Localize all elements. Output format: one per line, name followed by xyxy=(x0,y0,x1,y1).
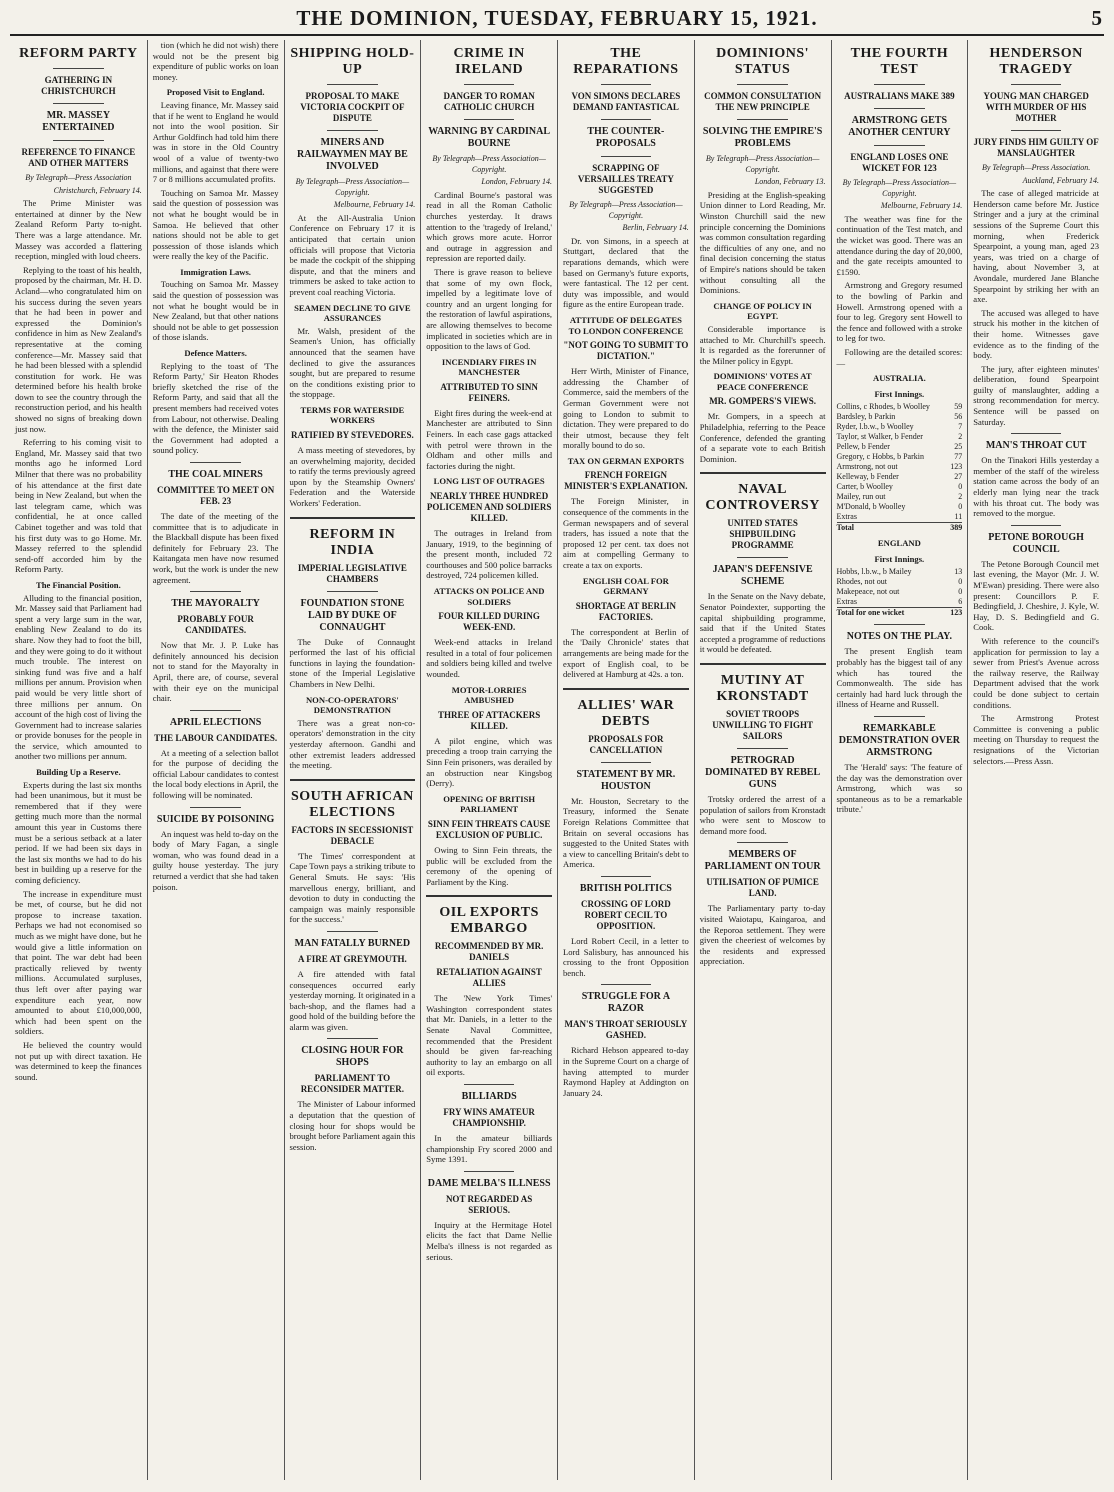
rule xyxy=(464,1171,514,1172)
subheadline: JAPAN'S DEFENSIVE SCHEME xyxy=(712,564,813,588)
runs: 2 xyxy=(958,492,963,502)
scorecard-row xyxy=(837,587,963,597)
subheadline: NOT REGARDED AS SERIOUS. xyxy=(445,1193,533,1215)
paragraph: In the amateur billiards championship Fry scored 2000 and Syme 1391. xyxy=(426,1133,552,1165)
rule xyxy=(737,119,787,120)
section-heading: NON-CO-OPERATORS' DEMONSTRATION xyxy=(305,694,399,716)
paragraph: Leaving finance, Mr. Massey said that if he went to England he would not into the wool position. Sir Arthur Goldfinch had told him there was in store in the Old Country wool of a value of twenty-two millions, and against that there were 7 or 8 millions accumulated profits. xyxy=(152,99,279,185)
scorecard-total-label: Total for one wicket xyxy=(837,608,945,619)
subheadline: IMPERIAL LEGISLATIVE CHAMBERS xyxy=(297,562,407,584)
section-heading: DOMINIONS' VOTES AT PEACE CONFERENCE xyxy=(713,371,812,392)
rule xyxy=(1011,433,1061,434)
scorecard-row xyxy=(837,502,963,512)
headline: PETONE BOROUGH COUNCIL xyxy=(988,531,1084,555)
subheadline: PARLIAMENT TO RECONSIDER MATTER. xyxy=(300,1073,405,1095)
runs: 77 xyxy=(954,452,963,462)
runs: 6 xyxy=(958,597,963,607)
rule xyxy=(53,140,104,141)
rule xyxy=(700,472,826,474)
headline: THE COAL MINERS xyxy=(168,468,263,480)
rule xyxy=(190,710,240,711)
scorecard-total-row xyxy=(837,523,963,534)
paragraph: Inquiry at the Hermitage Hotel elicits the fact that Dame Nellie Melba's illness is not regarded as serious. xyxy=(426,1219,552,1262)
headline: SUICIDE BY POISONING xyxy=(156,813,275,825)
runs: 11 xyxy=(954,512,963,522)
rule xyxy=(327,591,377,592)
headline: NOTES ON THE PLAY. xyxy=(846,631,952,643)
paragraph: The increase in expenditure must be met, of course, but he did not propose to increase taxation. Perhaps we had not economised so much as we might have done, but he would give a little information on that point. The war debt had been practically relieved by twenty millions. Accumulated surpluses, thus left over after paying war expenditure each year, now amounted to about £10,000,000, which had been spent on the soldiers. xyxy=(15,888,142,1037)
dateline: London, February 13. xyxy=(754,177,826,187)
scorecard-total-label: Total xyxy=(837,523,948,534)
rule xyxy=(601,762,651,763)
subheadline: MAN'S THROAT SERIOUSLY GASHED. xyxy=(564,1019,688,1041)
paragraph: A mass meeting of stevedores, by an overwhelming majority, decided to ratify the terms previously agreed upon by the Steamship Owners' Federation and the Waterside Workers' Federation. xyxy=(289,445,416,509)
batsman: Collins, c Rhodes, b Woolley xyxy=(836,402,930,412)
rule xyxy=(700,663,826,665)
subheadline: RATIFIED BY STEVEDORES. xyxy=(290,430,414,441)
batsman: M'Donald, b Woolley xyxy=(836,502,906,512)
section-heading: SEAMEN DECLINE TO GIVE ASSURANCES xyxy=(294,302,411,324)
page-number: 5 xyxy=(1091,6,1102,30)
paragraph: He believed the country would not put up with direct taxation. He was determined to keep the finances sound. xyxy=(15,1039,142,1082)
runs: 0 xyxy=(958,502,963,512)
rule xyxy=(464,84,514,85)
subheadline: MINERS AND RAILWAYMEN MAY BE INVOLVED xyxy=(296,137,408,172)
column-7 xyxy=(831,40,968,1480)
subheadline: FRENCH FOREIGN MINISTER'S EXPLANATION. xyxy=(564,470,688,492)
batsman: Bardsley, b Parkin xyxy=(836,412,896,422)
paragraph: In the Senate on the Navy debate, Senator Poindexter, supporting the capital shipbuilding programme, said that if the United States accepted a programme of reductions it would be defeated. xyxy=(699,591,826,655)
paragraph: Alluding to the financial position, Mr. Massey said that Parliament had spent a very large sum in the war, enabling New Zealand to do its share. Now they had to foot the bill, and they were going to do it without much trouble. The interest on sinking fund was five and a half millions per annum. Provision when paid would be very little short of three millions per annum. On account of the high cost of living the Government had to increase salaries or provide bonuses for the people in the service, which amounted to another two millions per annum. xyxy=(15,592,142,762)
section-heading: INCENDIARY FIRES IN MANCHESTER xyxy=(441,356,537,378)
headline: REMARKABLE DEMONSTRATION OVER ARMSTRONG xyxy=(838,723,960,759)
subheadline: SINN FEIN THREATS CAUSE EXCLUSION OF PUBLIC. xyxy=(427,818,551,840)
dateline: Christchurch, February 14. xyxy=(53,185,142,195)
section-heading: The Financial Position. xyxy=(35,579,121,590)
rule xyxy=(737,748,787,749)
batsman: Extras xyxy=(836,512,857,522)
batsman: Gregory, c Hobbs, b Parkin xyxy=(836,452,924,462)
scorecard-row xyxy=(837,442,963,452)
dateline: Berlin, February 14. xyxy=(622,223,689,233)
headline: SOUTH AFRICAN ELECTIONS xyxy=(290,788,414,820)
masthead xyxy=(10,0,1104,36)
section-heading: AUSTRALIA. xyxy=(872,373,926,384)
rule xyxy=(290,779,416,781)
batsman: Ryder, l.b.w., b Woolley xyxy=(836,422,914,432)
scorecard-row xyxy=(837,412,963,422)
runs: 56 xyxy=(954,412,963,422)
runs: 7 xyxy=(958,422,963,432)
subheadline: SOLVING THE EMPIRE'S PROBLEMS xyxy=(702,126,823,149)
column-3 xyxy=(284,40,421,1480)
paragraph: The Petone Borough Council met last evening, the Mayor (Mr. J. W. M'Ewan) presiding. There were also present: Councillors P. F. Bedingfield, J. Cheshire, J. Kyle, W. Hay, D. S. Bedingfield and G. Cook. xyxy=(973,558,1099,633)
subheadline: MR. MASSEY ENTERTAINED xyxy=(42,110,115,133)
column-5 xyxy=(557,40,694,1480)
scorecard-row xyxy=(837,432,963,442)
headline: REFORM IN INDIA xyxy=(309,526,396,558)
headline: STRUGGLE FOR A RAZOR xyxy=(581,991,671,1015)
paragraph: The correspondent at Berlin of the 'Daily Chronicle' states that arrangements are being made for the export of English coal, to be delivered at Hamburg at 42s. a ton. xyxy=(563,626,689,680)
subheadline: JURY FINDS HIM GUILTY OF MANSLAUGHTER xyxy=(973,137,1099,158)
paragraph: Referring to his coming visit to England, Mr. Massey said that two months ago he informed Lord Milner that there was no probability of his attendance at the first date being in New Zealand, but when the last telegram came, which was confidential, he at once called Cabinet together and was told that his first duty was to go Home. Mr. Massey referred to the splendid send-off accorded him by the Reform Party. xyxy=(15,437,142,575)
section-heading: Proposed Visit to England. xyxy=(166,87,265,98)
paragraph: 'The Times' correspondent at Cape Town pays a striking tribute to General Smuts. He says: 'His marvellous energy, brilliant, and devotion to duty in conducting the campaign was mainly responsible for the success.' xyxy=(289,850,416,925)
rule xyxy=(601,984,651,985)
rule xyxy=(737,84,787,85)
scorecard-row xyxy=(837,492,963,502)
masthead-title: THE DOMINION, TUESDAY, FEBRUARY 15, 1921. xyxy=(296,6,818,30)
headline: SHIPPING HOLD-UP xyxy=(290,46,415,77)
paragraph: The weather was fine for the continuation of the Test match, and the wicket was good. There was an attendance during the day of 20,000, and the gate receipts amounted to £1590. xyxy=(836,213,963,277)
paragraph: Now that Mr. J. P. Luke has definitely announced his decision not to stand for the Mayoralty in April, there are, of course, several with their eye on the municipal chair. xyxy=(152,640,279,704)
rule xyxy=(464,1084,514,1085)
dateline: Melbourne, February 14. xyxy=(333,200,416,210)
subheadline: PROPOSAL TO MAKE VICTORIA COCKPIT OF DISPUTE xyxy=(300,91,405,123)
paragraph: Replying to the toast of 'The Reform Party,' Sir Heaton Rhodes briefly sketched the rise of the Reform Party, and said that all the present members had received votes from Labour, not otherwise. Dealing with the defence, the Minister said the Government had adopted a sound policy. xyxy=(152,360,279,456)
subheadline: UNITED STATES SHIPBUILDING PROGRAMME xyxy=(727,518,798,551)
section-heading: ATTITUDE OF DELEGATES TO LONDON CONFERENCE xyxy=(568,314,684,336)
batsman: Hobbs, l.b.w., b Mailey xyxy=(836,567,912,577)
rule xyxy=(190,591,240,592)
section-heading: LONG LIST OF OUTRAGES xyxy=(433,476,545,487)
scorecard-row xyxy=(837,567,963,577)
byline: By Telegraph—Press Association. xyxy=(981,163,1091,172)
paragraph: The date of the meeting of the committee that is to adjudicate in the Blackball dispute has been fixed definitely for February 23. The Kaitangata men have now resumed work, but the work is under the new agreement. xyxy=(152,510,279,585)
rule xyxy=(563,688,689,690)
batsman: Carter, b Woolley xyxy=(836,482,893,492)
subheadline: NEARLY THREE HUNDRED POLICEMEN AND SOLDIERS KILLED. xyxy=(426,491,552,524)
section-heading: ENGLISH COAL FOR GERMANY xyxy=(582,575,669,597)
paragraph: There is grave reason to believe that some of my own flock, impelled by a legitimate love of country and an urgent longing for the restoration of lawful aspirations, are allowing themselves to become implicated in societies which are in opposition to the laws of God. xyxy=(426,266,552,352)
subheadline: "NOT GOING TO SUBMIT TO DICTATION." xyxy=(563,340,689,362)
paragraph: Week-end attacks in Ireland resulted in a total of four policemen and soldiers being killed and twelve wounded. xyxy=(426,637,552,679)
section-heading: TERMS FOR WATERSIDE WORKERS xyxy=(300,404,405,426)
subheadline: STATEMENT BY MR. HOUSTON xyxy=(576,768,676,792)
headline: APRIL ELECTIONS xyxy=(169,716,262,728)
section-heading: OPENING OF BRITISH PARLIAMENT xyxy=(443,793,536,815)
rule xyxy=(1011,84,1061,85)
subheadline: UTILISATION OF PUMICE LAND. xyxy=(706,877,819,899)
batsman: Armstrong, not out xyxy=(836,462,898,472)
section-heading: CHANGE OF POLICY IN EGYPT. xyxy=(713,300,812,322)
paragraph: Herr Wirth, Minister of Finance, addressing the Chamber of Commerce, said the members of the German Government were not going to London to submit to dictation. They were prepared to do their utmost, because they felt morally bound to do so. xyxy=(563,366,689,451)
subheadline: PETROGRAD DOMINATED BY REBEL GUNS xyxy=(705,755,821,790)
headline: CLOSING HOUR FOR SHOPS xyxy=(301,1045,404,1069)
subheadline: THE COUNTER-PROPOSALS xyxy=(587,126,665,149)
paragraph: Considerable importance is attached to Mr. Churchill's speech. It is regarded as the forerunner of the Milner policy in Egypt. xyxy=(699,323,826,366)
section-heading: TAX ON GERMAN EXPORTS xyxy=(567,455,685,466)
batsman: Makepeace, not out xyxy=(836,587,900,597)
headline: MAN FATALLY BURNED xyxy=(294,937,411,949)
paragraph: Armstrong and Gregory resumed to the bowling of Parkin and Howell. Armstrong opened with a four to leg. Gregory sent Howell to the fence and followed with a stroke to leg for two. xyxy=(836,280,963,344)
australia-scorecard xyxy=(837,402,963,533)
subheadline: COMMON CONSULTATION THE NEW PRINCIPLE xyxy=(704,91,822,112)
paragraph: On the Tinakori Hills yesterday a member of the staff of the wireless station came across the body of an elderly man lying near the track with his throat cut. The body was removed to the morgue. xyxy=(973,455,1099,519)
headline: BRITISH POLITICS xyxy=(579,882,672,894)
subheadline: RECOMMENDED BY MR. DANIELS xyxy=(434,941,544,963)
subheadline: RETALIATION AGAINST ALLIES xyxy=(436,967,542,989)
byline: By Telegraph—Press Association—Copyright. xyxy=(705,154,820,174)
subheadline: COMMITTEE TO MEET ON FEB. 23 xyxy=(156,484,275,506)
paragraph: The 'New York Times' Washington correspondent states that Mr. Daniels, in a letter to the Senate Naval Committee, recommended that the President should be given far-reaching authority to lay an embargo on all oil exports. xyxy=(426,993,552,1078)
section-heading: First Innings. xyxy=(874,388,925,399)
byline: By Telegraph—Press Association—Copyright. xyxy=(842,178,957,198)
subheadline: FOUR KILLED DURING WEEK-END. xyxy=(438,611,540,633)
subheadline: THE LABOUR CANDIDATES. xyxy=(154,732,278,743)
paragraph: Eight fires during the week-end at Manchester are attributed to Sinn Feiners. In each case gags attacked with petrol were thrown in the Oldham and other mills and factories during the night. xyxy=(426,407,552,471)
batsman: Rhodes, not out xyxy=(836,577,887,587)
paragraph: At a meeting of a selection ballot for the purpose of deciding the official Labour candidates to contest the local body elections in April, the following will be nominated. xyxy=(152,747,279,801)
subheadline: CROSSING OF LORD ROBERT CECIL TO OPPOSITION. xyxy=(581,898,671,931)
paragraph: At the All-Australia Union Conference on February 17 it is anticipated that certain union officials will propose that Victoria be made the cockpit of the shipping dispute, and that the miners and trimmers be asked to take action to prevent coal reaching Victoria. xyxy=(289,212,416,297)
scorecard-row xyxy=(837,597,963,608)
paragraph: The Duke of Connaught performed the last of his official functions in laying the foundation-stone of the Imperial Legislative Chambers in New Delhi. xyxy=(289,636,416,689)
rule xyxy=(874,108,924,109)
headline: MEMBERS OF PARLIAMENT ON TOUR xyxy=(704,849,821,873)
headline: CRIME IN IRELAND xyxy=(453,46,525,77)
subheadline: WARNING BY CARDINAL BOURNE xyxy=(428,126,551,149)
paragraph: The Foreign Minister, in consequence of the comments in the German newspapers and of several traders, has issued a note that the proposed 12 per cent. tax does not aim at compelling Germany to create a tax on exports. xyxy=(563,496,689,571)
rule xyxy=(190,462,240,463)
scorecard-row xyxy=(837,482,963,492)
subheadline: REFERENCE TO FINANCE AND OTHER MATTERS xyxy=(21,147,136,168)
runs: 27 xyxy=(954,472,963,482)
rule xyxy=(601,876,651,877)
rule xyxy=(1011,130,1061,131)
paragraph: Replying to the toast of his health, proposed by the chairman, Mr. H. D. Acland—who congratulated him on his success during the seven years that he had been in power and expressed the Dominion's confidence in him as New Zealand's representative at the coming conference—Mr. Massey said that he had been blessed with a splendid constitution for work. He was determined before his health broke down to see the country through the reconstruction period, and his health showed no signs of breaking down just now. xyxy=(15,264,142,434)
batsman: Taylor, st Walker, b Fender xyxy=(836,432,923,442)
runs: 0 xyxy=(958,482,963,492)
headline: OIL EXPORTS EMBARGO xyxy=(439,905,539,937)
paragraph: Presiding at the English-speaking Union dinner to Lord Reading, Mr. Winston Churchill said the new principle concerning the Dominions was common consultation regarding the difficulties of any one, and no final decision concerning the status of Empire's nations should be taken without consulting all the Dominions. xyxy=(699,189,826,296)
rule xyxy=(601,119,651,120)
rule xyxy=(737,557,787,558)
dateline: Melbourne, February 14. xyxy=(880,201,963,211)
paragraph: Owing to Sinn Fein threats, the public will be excluded from the ceremony of the opening of Parliament by the King. xyxy=(426,844,552,887)
scorecard-row xyxy=(837,577,963,587)
headline: ALLIES' WAR DEBTS xyxy=(577,697,675,729)
paragraph: Touching on Samoa Mr. Massey said the question of possession was not what he bought would be in Samoa. He believed that other nations should not be able to get possession of those islands which were really the key of the Pacific. xyxy=(152,187,279,262)
batsman: Pellew, b Fender xyxy=(836,442,890,452)
paragraph: Mr. Gompers, in a speech at Philadelphia, referring to the Peace Conference, defended the granting of a separate vote to each British Dominion. xyxy=(699,411,826,464)
rule xyxy=(874,84,924,85)
section-heading: Building Up a Reserve. xyxy=(36,767,121,778)
subheadline: SHORTAGE AT BERLIN FACTORIES. xyxy=(575,600,676,622)
paragraph: There was a great non-co-operators' demonstration in the city yesterday afternoon. Gandhi and other extremist leaders addressed the meeting. xyxy=(289,717,416,771)
scorecard-total-value: 123 xyxy=(945,608,962,619)
subheadline: GATHERING IN CHRISTCHURCH xyxy=(41,75,116,96)
headline: NAVAL CONTROVERSY xyxy=(705,482,820,514)
dateline: London, February 14. xyxy=(481,177,552,187)
runs: 25 xyxy=(954,442,963,452)
paragraph: tion (which he did not wish) there would not be the present big expenditure of public works on loan money. xyxy=(152,40,279,82)
runs: 2 xyxy=(958,432,963,442)
subheadline: FACTORS IN SECESSIONIST DEBACLE xyxy=(291,824,414,846)
paragraph: The present English team probably has the biggest tail of any which has toured the Commonwealth. The side has certainly had hard luck through the illness of Hearne and Russell. xyxy=(836,646,963,710)
scorecard-total-row xyxy=(837,608,963,619)
subheadline: VON SIMONS DECLARES DEMAND FANTASTICAL xyxy=(571,91,681,112)
paragraph: Trotsky ordered the arrest of a population of sailors from Kronstadt who were sent to Moscow to demand more food. xyxy=(699,794,826,836)
rule xyxy=(327,84,377,85)
rule xyxy=(190,807,240,808)
batsman: Extras xyxy=(836,597,857,607)
rule xyxy=(874,716,924,717)
rule xyxy=(737,842,787,843)
scorecard-row xyxy=(837,452,963,462)
paragraph: A fire attended with fatal consequences occurred early yesterday morning. It originated in a bach-shop, and the flames had a good hold of the building before the alarm was given. xyxy=(289,968,416,1032)
paragraph: The jury, after eighteen minutes' deliberation, found Spearpoint guilty of manslaughter, adding a strong recommendation for mercy. Sentence will be passed on Saturday. xyxy=(973,363,1099,427)
subheadline: ENGLAND LOSES ONE WICKET FOR 123 xyxy=(850,152,949,173)
rule xyxy=(53,103,104,104)
paragraph: The 'Herald' says: 'The feature of the day was the demonstration over Armstrong, which was so spontaneous as to be a remarkable tribute.' xyxy=(836,762,963,815)
subheadline: AUSTRALIANS MAKE 389 xyxy=(844,91,955,101)
runs: 59 xyxy=(954,402,963,412)
paragraph: The outrages in Ireland from January, 1919, to the beginning of the present month, included 72 courthouses and 500 police barracks destroyed, 724 policemen killed. xyxy=(426,528,552,581)
headline: THE FOURTH TEST xyxy=(850,46,949,77)
dateline: Auckland, February 14. xyxy=(1022,175,1099,185)
subheadline: MR. GOMPERS'S VIEWS. xyxy=(709,396,817,407)
byline: By Telegraph—Press Association—Copyright. xyxy=(295,177,410,197)
subheadline: PROBABLY FOUR CANDIDATES. xyxy=(177,614,254,636)
column-2 xyxy=(147,40,284,1480)
paragraph: The Armstrong Protest Committee is convening a public meeting on Thursday to request the resignations of the Victorian selectors.—Press Assn. xyxy=(973,713,1099,766)
rule xyxy=(53,68,104,69)
subheadline: FRY WINS AMATEUR CHAMPIONSHIP. xyxy=(443,1107,535,1129)
paragraph: Touching on Samoa Mr. Massey said the question of possession was not what he bought would be in New Zealand, but that other nations should not be able to get possession of those islands. xyxy=(152,279,279,343)
byline: By Telegraph—Press Association—Copyright. xyxy=(569,200,683,220)
rule xyxy=(327,130,377,131)
subheadline: SCRAPPING OF VERSAILLES TREATY SUGGESTED xyxy=(577,163,674,195)
headline: DOMINIONS' STATUS xyxy=(716,46,810,77)
headline: HENDERSON TRAGEDY xyxy=(989,46,1083,77)
section-heading: ATTACKS ON POLICE AND SOLDIERS xyxy=(433,586,545,607)
byline: By Telegraph—Press Association xyxy=(25,173,132,182)
columns xyxy=(10,40,1104,1480)
scorecard-row xyxy=(837,402,963,412)
runs: 0 xyxy=(958,577,963,587)
rule xyxy=(426,895,552,897)
paragraph: Mr. Walsh, president of the Seamen's Union, has officially announced that the seamen have declined to give the assurances sought, but are prepared to resume on the conditions existing prior to the stoppage. xyxy=(289,325,416,400)
section-heading: Defence Matters. xyxy=(184,348,247,359)
paragraph: Cardinal Bourne's pastoral was read in all the Roman Catholic churches yesterday. It draws attention to the 'tragedy of Ireland,' which grows more acute. Horror and outrage in aggression and repression are reported daily. xyxy=(426,189,552,264)
column-1 xyxy=(10,40,147,1480)
rule xyxy=(874,624,924,625)
byline: By Telegraph—Press Association—Copyright. xyxy=(432,154,546,174)
rule xyxy=(464,119,514,120)
subheadline: FOUNDATION STONE LAID BY DUKE OF CONNAUGHT xyxy=(300,597,405,633)
headline: THE REPARATIONS xyxy=(573,46,679,77)
subheadline: ARMSTRONG GETS ANOTHER CENTURY xyxy=(848,115,951,138)
paragraph: Richard Hebson appeared to-day in the Supreme Court on a charge of having attempted to murder Raymond Hapley at Addington on January 24. xyxy=(563,1045,689,1098)
paragraph: The Parliamentary party to-day visited Waiotapu, Kaingaroa, and the Reporoa settlement. They were given the cheeriest of welcomes by the residents and expressed appreciation. xyxy=(699,903,826,967)
paragraph: The Prime Minister was entertained at dinner by the New Zealand Reform Party to-night. There was a large attendance. Mr. Massey was accorded a flattering reception, mingled with loud cheers. xyxy=(15,198,142,262)
section-heading: ENGLAND xyxy=(877,538,921,549)
headline: MAN'S THROAT CUT xyxy=(985,440,1087,452)
batsman: Mailey, run out xyxy=(836,492,886,502)
scorecard-row xyxy=(837,472,963,482)
rule xyxy=(601,84,651,85)
subheadline: SOVIET TROOPS UNWILLING TO FIGHT SAILORS xyxy=(712,709,813,741)
paragraph: An inquest was held to-day on the body of Mary Fagan, a single woman, who was found dead in a guilty house yesterday. The jury returned a verdict that she had taken poison. xyxy=(152,828,279,892)
runs: 0 xyxy=(958,587,963,597)
section-heading: Immigration Laws. xyxy=(180,266,251,277)
paragraph: With reference to the council's application for permission to lay a sewer from Priest's Avenue across the railway reserve, the Railway Department advised that the work could be done subject to certain conditions. xyxy=(973,635,1099,710)
rule xyxy=(1011,525,1061,526)
subheadline: ATTRIBUTED TO SINN FEINERS. xyxy=(440,381,538,403)
england-scorecard xyxy=(837,567,963,618)
section-heading: MOTOR-LORRIES AMBUSHED xyxy=(451,684,527,706)
paragraph: Following are the detailed scores:— xyxy=(836,346,963,368)
scorecard-row xyxy=(837,422,963,432)
column-8 xyxy=(967,40,1104,1480)
paragraph: Mr. Houston, Secretary to the Treasury, informed the Senate Foreign Relations Committee that Britain on several occasions has suggested to the United States with a view to cancelling Britain's debt to America. xyxy=(563,795,689,870)
scorecard-total-value: 389 xyxy=(948,523,962,534)
headline: DAME MELBA'S ILLNESS xyxy=(427,1177,551,1189)
batsman: Kelleway, b Fender xyxy=(836,472,899,482)
rule xyxy=(601,156,651,157)
subheadline: PROPOSALS FOR CANCELLATION xyxy=(588,733,664,755)
rule xyxy=(874,145,924,146)
column-6 xyxy=(694,40,831,1480)
runs: 13 xyxy=(954,567,963,577)
headline: REFORM PARTY xyxy=(19,46,138,61)
paragraph: Lord Robert Cecil, in a letter to Lord Salisbury, has announced his crossing to the front Opposition bench. xyxy=(563,935,689,978)
headline: THE MAYORALTY xyxy=(171,598,260,610)
subheadline: YOUNG MAN CHARGED WITH MURDER OF HIS MOTHER xyxy=(983,91,1089,123)
subheadline: THREE OF ATTACKERS KILLED. xyxy=(437,709,541,731)
paragraph: Experts during the last six months had been unanimous, but it must be remembered that if they were getting much more than the normal amount this year in Customs there must be a serious setback at a later period. If we had been six days in the last six months we had to do his best in building up a reserve for the coming deficiency. xyxy=(15,779,142,885)
paragraph: A pilot engine, which was preceding a troop train carrying the Sinn Fein prisoners, was derailed by an obstruction near Kingsbog (Derry). xyxy=(426,735,552,789)
runs: 123 xyxy=(950,462,963,472)
scorecard-row xyxy=(837,462,963,472)
rule xyxy=(327,931,377,932)
paragraph: The Minister of Labour informed a deputation that the question of closing hour for shops would be brought before Parliament again this session. xyxy=(289,1099,416,1152)
headline: BILLIARDS xyxy=(461,1091,517,1103)
section-heading: First Innings. xyxy=(874,553,925,564)
paragraph: Dr. von Simons, in a speech at Stuttgart, declared that the reparations demands, which were based on Germany's future exports, were fantastical. The 12 per cent. duty was impossible, and would figure as the entire European trade. xyxy=(563,235,689,310)
rule xyxy=(290,517,416,519)
rule xyxy=(327,1038,377,1039)
subheadline: A FIRE AT GREYMOUTH. xyxy=(298,953,407,964)
column-4 xyxy=(420,40,557,1480)
scorecard-row xyxy=(837,512,963,523)
paragraph: The accused was alleged to have struck his mother in the kitchen of their home. Witnesses gave evidence as to the finding of the body. xyxy=(973,307,1099,361)
headline: MUTINY AT KRONSTADT xyxy=(716,673,809,704)
paragraph: The case of alleged matricide at Henderson came before Mr. Justice Stringer and a jury at the criminal sessions of the Supreme Court this morning, when Frederick Spearpoint, a young man, aged 23 years, was tried on a charge of having, about November 3, at Avondale, murdered Jane Blanche Spearpoint by striking her with an axe. xyxy=(973,188,1099,305)
subheadline: DANGER TO ROMAN CATHOLIC CHURCH xyxy=(443,91,535,112)
